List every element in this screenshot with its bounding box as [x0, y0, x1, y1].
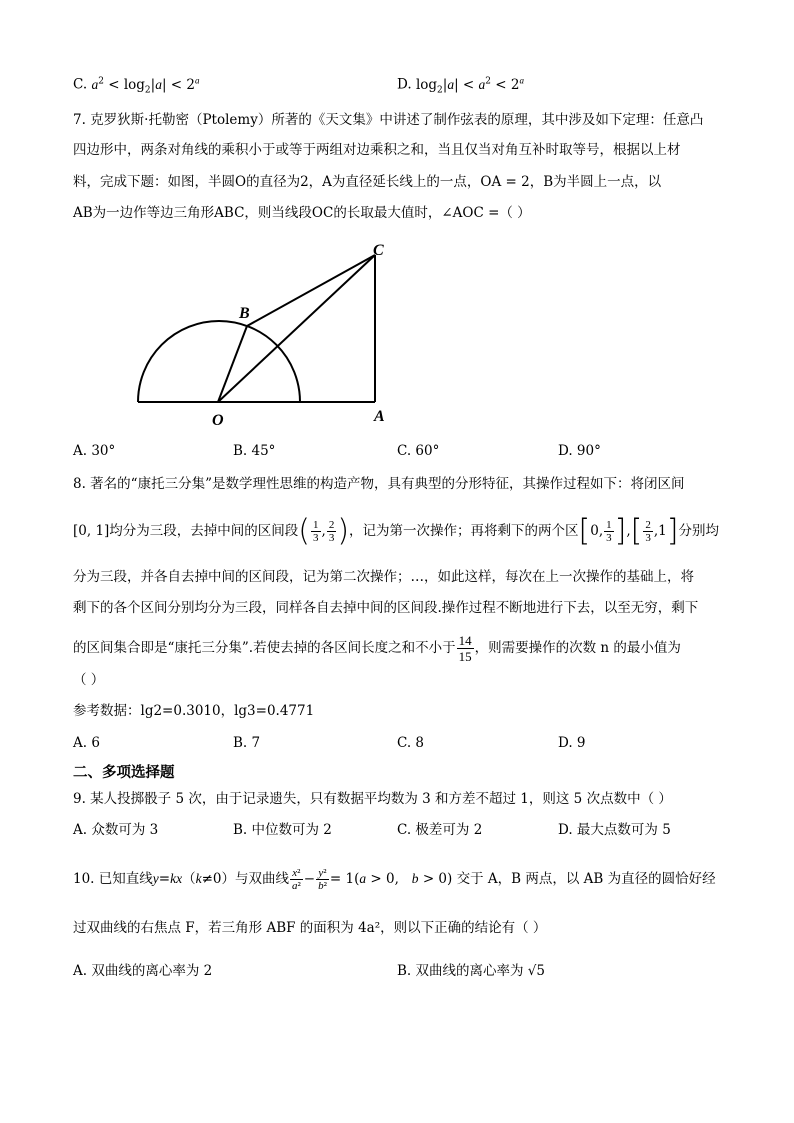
q6-option-d-formula: $\log_2|a| < a^2 < 2^a$ [415, 75, 524, 96]
q9-line-1: 9. 某人投掷骰子 5 次，由于记录遗失，只有数据平均数为 3 和方差不超过 1，则这 5 次点数中（ ） [73, 791, 672, 807]
label-c: C [373, 242, 384, 259]
q7-line-2: 四边形中，两条对角线的乘积小于或等于两组对边乘积之和，当且仅当对角互补时取等号，根据以上材 [73, 142, 681, 158]
label-a: A [374, 408, 385, 425]
segment-ob [218, 326, 247, 402]
q8-line-3: 分为三段，并各自去掉中间的区间段，记为第二次操作；…，如此这样，每次在上一次操作的基础上，将 [73, 569, 694, 585]
q7-line-1: 7. 克罗狄斯·托勒密（Ptolemy）所著的《天文集》中讲述了制作弦表的原理，其中涉及如下定理：任意凸 [73, 112, 704, 128]
q6-option-d-label: D. [397, 76, 412, 93]
q10-line-1b: 与双曲线 [234, 871, 289, 887]
q8-line-2c: 分别均 [678, 523, 719, 539]
q8-line-1: 8. 著名的“康托三分集”是数学理性思维的构造产物，具有典型的分形特征，其操作过程如下：将闭区间 [73, 476, 685, 492]
q8-line-2: [0, 1]均分为三段，去掉中间的区间段( $\frac{1}{3}$ , $\frac{2}{3}$ )，记为第一次操作；再将剩下的两个区[0, $\frac{1}{3}$ ],[ $\frac{2}{3}$ ,1]分别均 [73, 513, 719, 549]
q6-option-d[interactable] [397, 70, 524, 100]
q10-line-2: 过双曲线的右焦点 F，若三角形 ABF 的面积为 4a²，则以下正确的结论有（ ） [73, 920, 547, 936]
q8-line-6: （ ） [73, 672, 105, 688]
label-b: B [239, 305, 250, 322]
q10-line-1: 10. 已知直线y=kx（k≠0）与双曲线 $\frac{\text{x²}}{\text{a²}}$ − $\frac{\text{y²}}{\text{b²}}$ = 1(a > 0, b > 0) 交于 A，B 两点，以 AB 为直径的圆恰好经 [73, 867, 716, 892]
q8-option-b[interactable]: B. 7 [233, 735, 261, 751]
q8-line-5b: ，则需要操作的次数 n 的最小值为 [474, 640, 681, 656]
q9-option-a[interactable]: A. 众数可为 3 [73, 822, 159, 838]
q10-line-1a: 10. 已知直线 [73, 871, 153, 887]
q10-line-1c: 交于 A，B 两点，以 AB 为直径的圆恰好经 [456, 871, 716, 887]
section-title: 二、多项选择题 [73, 765, 175, 781]
q6-option-c[interactable] [73, 70, 200, 100]
q6-option-c-label: C. [73, 76, 88, 93]
q8-option-d[interactable]: D. 9 [558, 735, 586, 751]
q9-option-c[interactable]: C. 极差可为 2 [397, 822, 483, 838]
q10-option-b[interactable]: B. 双曲线的离心率为 √5 [397, 963, 545, 979]
q8-line-5: 的区间集合即是“康托三分集”.若使去掉的各区间长度之和不小于 $\frac{14}{15}$ ，则需要操作的次数 n 的最小值为 [73, 633, 681, 664]
semicircle [138, 321, 300, 402]
q6-option-c-formula: $a^2 < \log_2|a| < 2^a$ [91, 75, 200, 96]
q7-figure [120, 235, 410, 435]
q7-option-c[interactable]: C. 60° [397, 443, 440, 459]
q8-line-2b: ，记为第一次操作；再将剩下的两个区 [349, 523, 579, 539]
q8-line-2a: [0, 1]均分为三段，去掉中间的区间段 [73, 523, 299, 539]
q8-line-4: 剩下的各个区间分别均分为三段，同样各自去掉中间的区间段.操作过程不断地进行下去，以至无穷，剩下 [73, 600, 699, 616]
q7-option-a[interactable]: A. 30° [73, 443, 116, 459]
q7-option-d[interactable]: D. 90° [558, 443, 601, 459]
q7-line-3: 料，完成下题：如图，半圆O的直径为2，A为直径延长线上的一点，OA = 2，B为半圆上一点，以 [73, 174, 662, 190]
q8-option-c[interactable]: C. 8 [397, 735, 425, 751]
q8-line-5a: 的区间集合即是“康托三分集”.若使去掉的各区间长度之和不小于 [73, 640, 456, 656]
q10-option-a[interactable]: A. 双曲线的离心率为 2 [73, 963, 213, 979]
q9-option-b[interactable]: B. 中位数可为 2 [233, 822, 332, 838]
q9-option-d[interactable]: D. 最大点数可为 5 [558, 822, 671, 838]
q8-reference: 参考数据：lg2=0.3010，lg3=0.4771 [73, 703, 315, 719]
q8-option-a[interactable]: A. 6 [73, 735, 100, 751]
label-o: O [212, 412, 224, 429]
q7-line-4: AB为一边作等边三角形ABC，则当线段OC的长取最大值时，∠AOC =（ ） [73, 205, 531, 221]
q7-option-b[interactable]: B. 45° [233, 443, 276, 459]
